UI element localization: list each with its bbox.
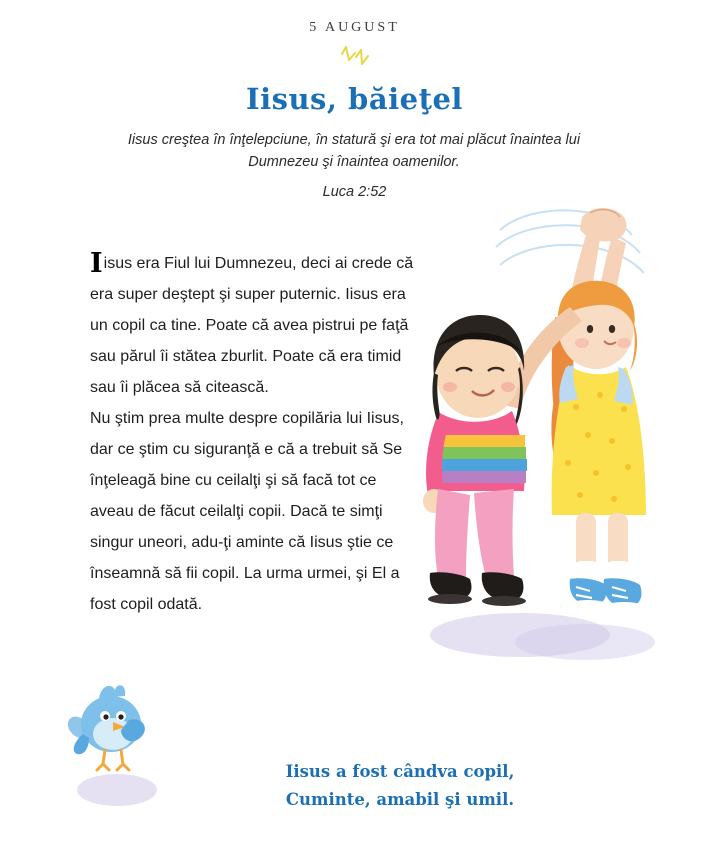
- body-text: [90, 248, 420, 620]
- blue-bird-illustration: [55, 672, 185, 812]
- closing-line-2: Cuminte, amabil şi umil.: [285, 790, 515, 809]
- body-paragraph-2: Nu ştim prea multe despre copilăria lui Iisus, dar ce ştim cu siguranţă e că a trebuit să Se înţeleagă bine cu ceilalţi şi să facă tot ce aveau de făcut ceilalţi copii. Dacă te simţi singur uneori, adu-ţi aminte că Iisus ştie ce înseamnă să fii copil. La urma urmei, şi El a fost copil odată.: [90, 410, 404, 613]
- page-date: 5 AUGUST: [309, 20, 400, 35]
- closing-line-1: Iisus a fost cândva copil,: [285, 762, 515, 781]
- verse-text: Iisus creştea în înţelepciune, în statură şi era tot mai plăcut înaintea lui Dumnezeu şi înaintea oamenilor.: [127, 132, 581, 170]
- body-paragraph-1-text: isus era Fiul lui Dumnezeu, deci ai crede că era super deştept şi super puternic. Iisus era un copil ca tine. Poate că avea pistrui pe faţă sau părul îi stătea zburlit. Poate că era timid sau îi plăcea să citească.: [90, 255, 414, 396]
- closing-rhyme: [180, 758, 620, 814]
- drop-cap: I: [90, 248, 103, 279]
- body-paragraph-1: [90, 248, 420, 403]
- leaf-sprig-icon: [0, 44, 709, 74]
- verse-reference: Luca 2:52: [322, 184, 387, 200]
- two-children-illustration: [400, 195, 700, 665]
- page-title: Iisus, băieţel: [246, 82, 463, 116]
